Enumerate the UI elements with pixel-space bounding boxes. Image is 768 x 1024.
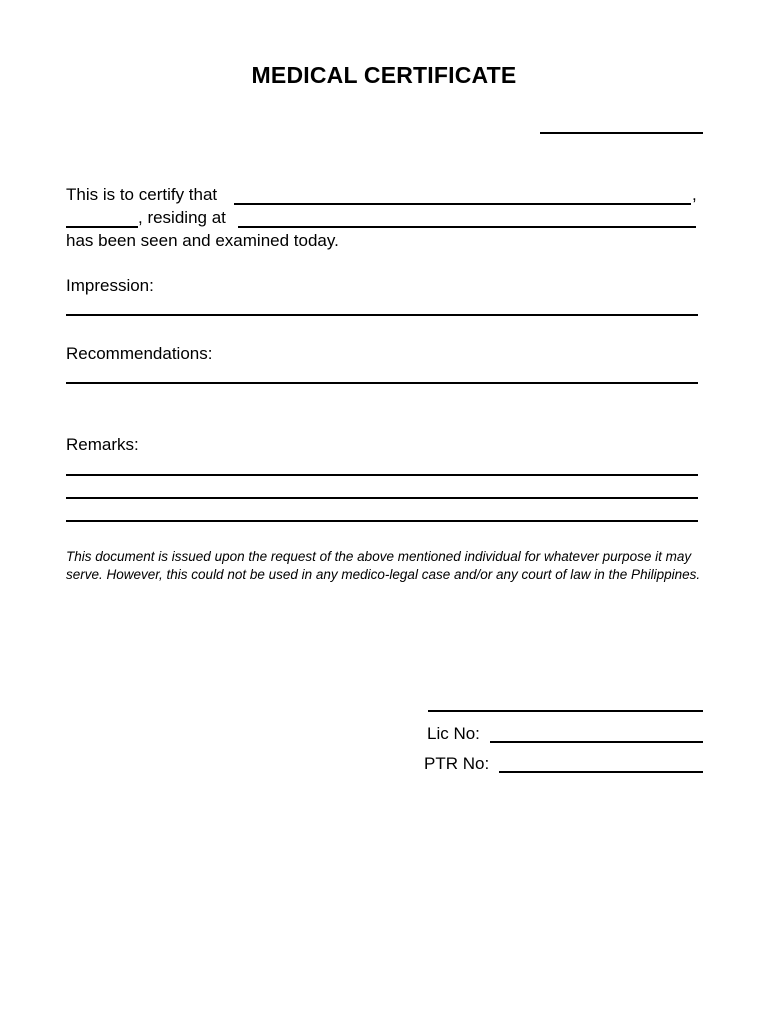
- ptr-no-label: PTR No:: [424, 754, 490, 773]
- lic-no-label: Lic No:: [427, 724, 480, 743]
- recommendations-line[interactable]: [66, 382, 698, 384]
- impression-label: Impression:: [66, 276, 154, 295]
- ptr-no-line[interactable]: [499, 771, 703, 773]
- remarks-label: Remarks:: [66, 435, 139, 454]
- examined-text: has been seen and examined today.: [66, 231, 339, 250]
- document-title: MEDICAL CERTIFICATE: [251, 62, 517, 88]
- residing-label-text: , residing at: [138, 208, 226, 227]
- remarks-line[interactable]: [66, 497, 698, 499]
- recommendations-label: Recommendations:: [66, 344, 213, 363]
- patient-name-line[interactable]: [234, 203, 691, 205]
- date-line[interactable]: [540, 132, 703, 134]
- lic-no-line[interactable]: [490, 741, 703, 743]
- impression-line[interactable]: [66, 314, 698, 316]
- signature-line[interactable]: [428, 710, 703, 712]
- disclaimer-text: This document is issued upon the request of the above mentioned individual for whatever purpose it may serve. However, this could not be used in any medico-legal case and/or any court of law in the Philippines.: [66, 549, 701, 582]
- address-line[interactable]: [238, 226, 696, 228]
- certify-prefix-text: This is to certify that: [66, 185, 218, 204]
- patient-age-line[interactable]: [66, 226, 138, 228]
- remarks-line[interactable]: [66, 474, 698, 476]
- certify-comma-text: ,: [692, 185, 697, 204]
- remarks-line[interactable]: [66, 520, 698, 522]
